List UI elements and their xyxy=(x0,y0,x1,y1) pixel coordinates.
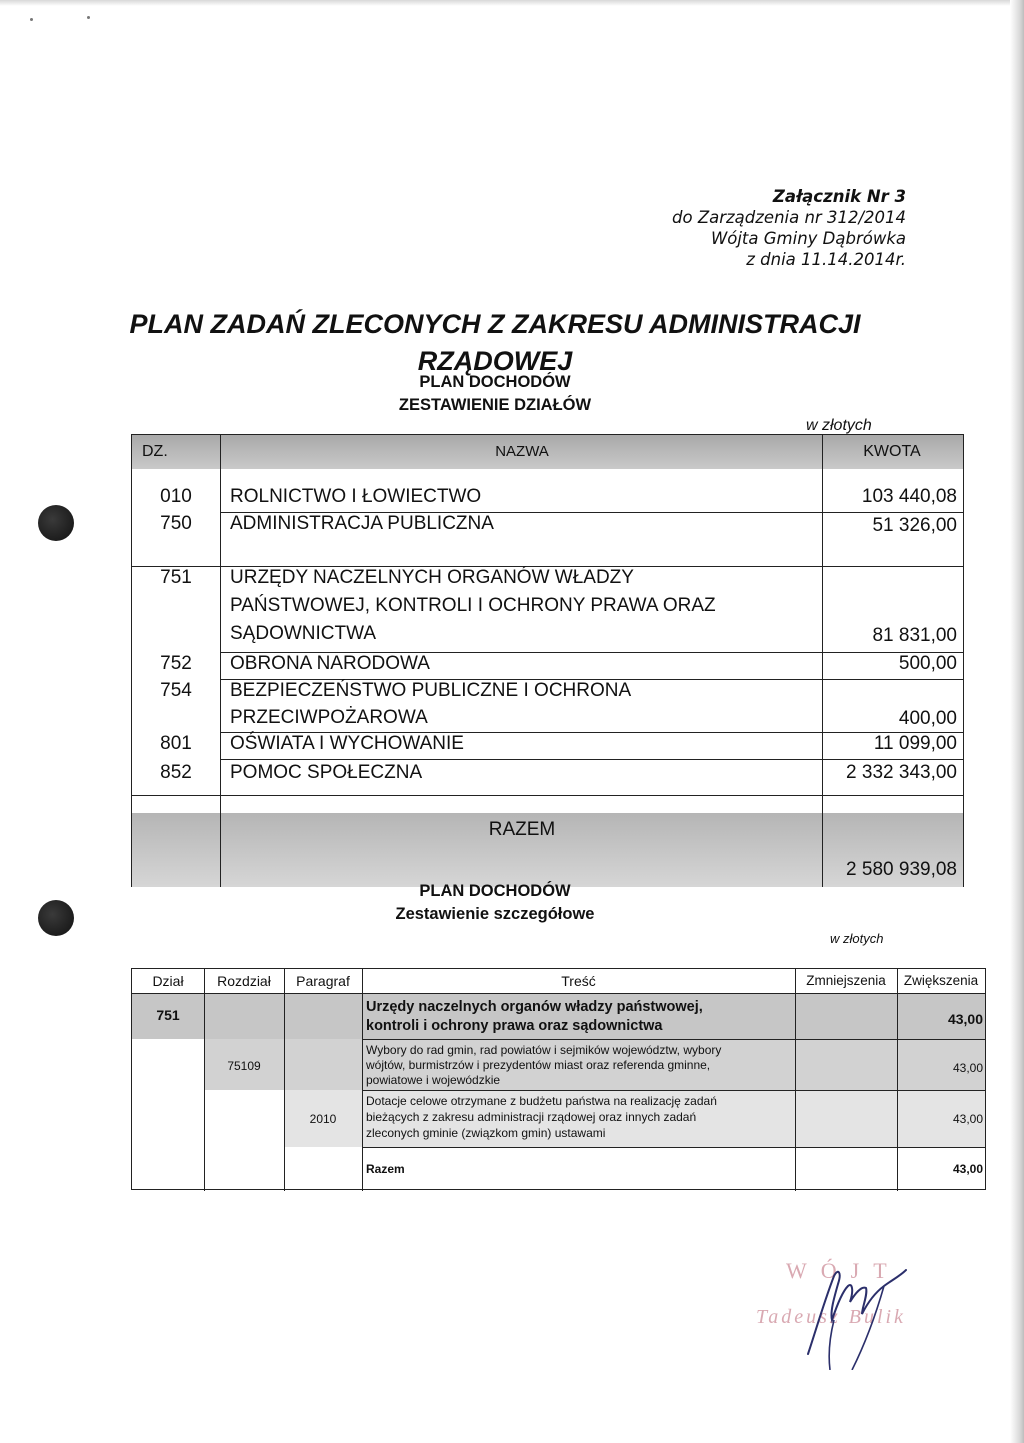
row-name-line: SĄDOWNICTWA xyxy=(230,623,377,644)
detail-table xyxy=(131,968,986,1190)
row-name-line: PRZECIWPOŻAROWA xyxy=(230,707,428,728)
total-amount: 2 580 939,08 xyxy=(846,859,957,880)
row-tresc-line: kontroli i ochrony prawa oraz sądownictwa xyxy=(366,1018,663,1034)
attachment-number: Załącznik Nr 3 xyxy=(772,187,906,206)
row-divider xyxy=(362,1090,985,1091)
row-name-line: BEZPIECZEŃSTWO PUBLICZNE I OCHRONA xyxy=(230,680,632,701)
signature-stroke xyxy=(808,1270,906,1354)
row-divider xyxy=(362,1147,985,1148)
table-row xyxy=(132,565,963,653)
signature-stroke xyxy=(852,1286,884,1370)
row-amount: 81 831,00 xyxy=(872,625,957,646)
row-paragraf: 2010 xyxy=(309,1112,337,1126)
row-tresc-line: wójtów, burmistrzów i prezydentów miast oraz referenda gminne, xyxy=(366,1058,711,1072)
column-divider xyxy=(362,969,363,1191)
row-divider xyxy=(132,795,963,796)
column-divider xyxy=(284,969,285,1191)
header-rozdzial: Rozdział xyxy=(217,973,271,989)
attachment-issuer: Wójta Gminy Dąbrówka xyxy=(710,229,906,248)
row-zwiekszenia: 43,00 xyxy=(952,1061,983,1075)
header-paragraf: Paragraf xyxy=(296,973,350,989)
row-divider xyxy=(362,1039,985,1040)
column-divider xyxy=(220,813,221,887)
row-dzial: 751 xyxy=(156,1007,180,1023)
row-dz: 801 xyxy=(160,733,192,754)
scan-edge-shadow xyxy=(1010,0,1024,1443)
row-dz: 750 xyxy=(160,513,192,534)
header-nazwa: NAZWA xyxy=(495,443,549,460)
row-tresc-line: Dotacje celowe otrzymane z budżetu państwa na realizację zadań xyxy=(366,1094,717,1108)
row-amount: 11 099,00 xyxy=(873,733,957,754)
row-name: POMOC SPOŁECZNA xyxy=(230,762,423,783)
header-zmniejszenia: Zmniejszenia xyxy=(806,973,886,988)
row-name-line: URZĘDY NACZELNYCH ORGANÓW WŁADZY xyxy=(230,567,634,588)
header-dzial: Dział xyxy=(152,973,184,989)
column-divider xyxy=(795,969,796,1191)
document-title xyxy=(110,306,880,380)
row-tresc-line: bieżących z zakresu administracji rządowej oraz innych zadań xyxy=(366,1110,697,1124)
row-divider xyxy=(132,993,985,994)
row-tresc-line: powiatowe i wojewódzkie xyxy=(366,1073,501,1087)
row-dz: 751 xyxy=(160,567,192,588)
row-amount: 51 326,00 xyxy=(872,515,957,536)
summary-table xyxy=(131,434,964,887)
signature-stroke xyxy=(829,1320,834,1370)
row-amount: 2 332 343,00 xyxy=(846,762,957,783)
unit-label: w złotych xyxy=(806,417,872,434)
scan-speck xyxy=(87,16,90,19)
detail-plan-heading: PLAN DOCHODÓW xyxy=(419,882,571,900)
row-dz: 852 xyxy=(160,762,192,783)
column-divider xyxy=(822,813,823,887)
punch-hole-bottom xyxy=(38,900,74,936)
row-name: ADMINISTRACJA PUBLICZNA xyxy=(230,513,494,534)
attachment-note xyxy=(672,186,906,270)
attachment-order: do Zarządzenia nr 312/2014 xyxy=(672,208,906,227)
row-amount: 500,00 xyxy=(898,653,957,674)
column-divider xyxy=(204,969,205,1191)
scan-speck xyxy=(30,18,33,21)
stamp-name: Tadeusz Bulik xyxy=(756,1306,906,1328)
total-label: Razem xyxy=(366,1162,405,1176)
row-amount: 103 440,08 xyxy=(861,486,957,507)
header-zwiekszenia: Zwiększenia xyxy=(903,973,979,988)
title-line-1: PLAN ZADAŃ ZLECONYCH Z ZAKRESU ADMINISTRACJI xyxy=(129,309,861,339)
row-name: OŚWIATA I WYCHOWANIE xyxy=(230,733,464,754)
row-zwiekszenia: 43,00 xyxy=(952,1112,983,1126)
total-label: RAZEM xyxy=(488,819,556,840)
stamp-title: WÓJT xyxy=(786,1258,901,1283)
table-row xyxy=(132,678,963,732)
header-kwota: KWOTA xyxy=(863,443,921,460)
row-zwiekszenia: 43,00 xyxy=(947,1011,983,1027)
row-dz: 010 xyxy=(160,486,192,507)
section-heading: ZESTAWIENIE DZIAŁÓW xyxy=(398,396,592,414)
scan-edge-top xyxy=(0,0,1024,6)
column-divider xyxy=(897,969,898,1191)
header-dz: DZ. xyxy=(142,443,168,460)
row-name: ROLNICTWO I ŁOWIECTWO xyxy=(230,486,482,507)
detail-unit-label: w złotych xyxy=(830,931,884,946)
row-name-line: PAŃSTWOWEJ, KONTROLI I OCHRONY PRAWA ORAZ xyxy=(230,595,716,616)
row-dz: 754 xyxy=(160,680,192,701)
row-tresc-line: zleconych gminie (związkom gmin) ustawami xyxy=(366,1126,606,1140)
punch-hole-top xyxy=(38,505,74,541)
title-line-2: RZĄDOWEJ xyxy=(417,346,573,376)
total-value: 43,00 xyxy=(952,1162,983,1176)
detail-subtitle: Zestawienie szczegółowe xyxy=(395,905,595,923)
signature xyxy=(750,1250,950,1370)
row-amount: 400,00 xyxy=(898,708,957,729)
row-name: OBRONA NARODOWA xyxy=(230,653,430,674)
row-dz: 752 xyxy=(160,653,192,674)
row-tresc-line: Wybory do rad gmin, rad powiatów i sejmików województw, wybory xyxy=(366,1043,722,1057)
row-rozdzial: 75109 xyxy=(227,1059,261,1073)
attachment-date: z dnia 11.14.2014r. xyxy=(746,250,906,269)
row-tresc-line: Urzędy naczelnych organów władzy państwowej, xyxy=(366,999,703,1015)
header-tresc: Treść xyxy=(561,973,596,989)
plan-heading: PLAN DOCHODÓW xyxy=(419,373,571,391)
